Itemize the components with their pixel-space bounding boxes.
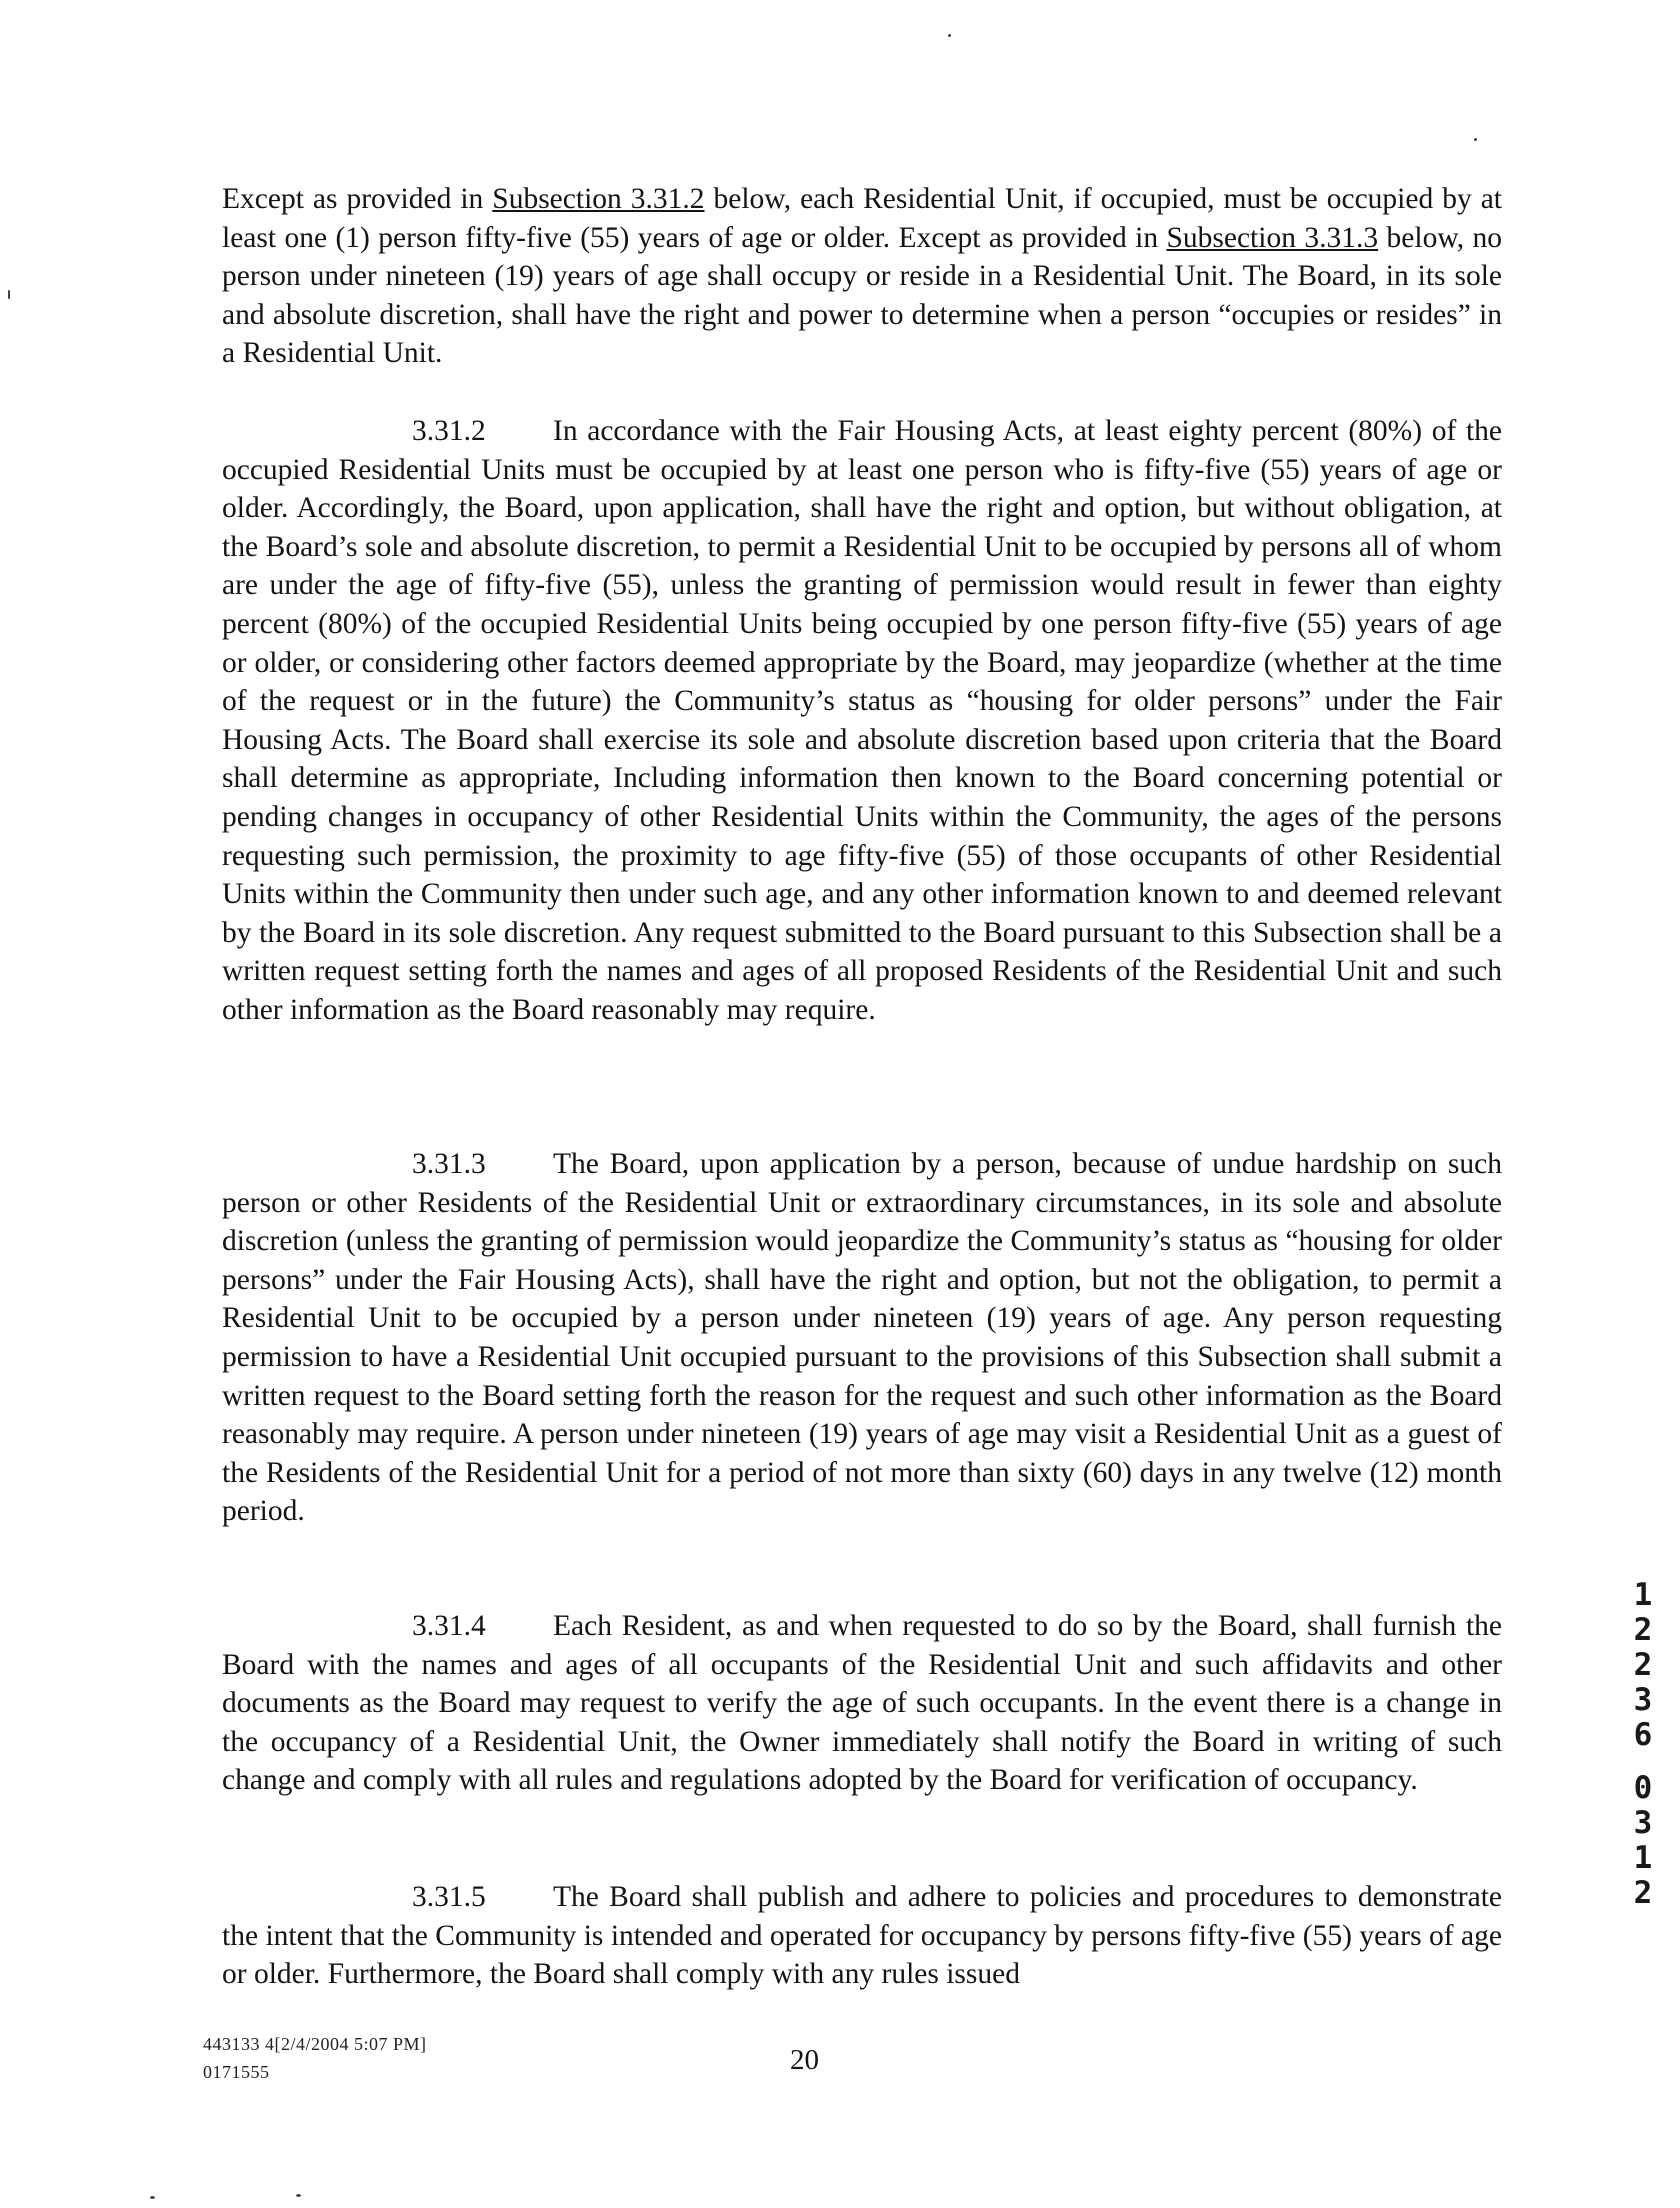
stamp-gap [1628,1753,1658,1771]
footer-code: 0171555 [203,2062,270,2082]
stamp-digit: 1 [1633,1577,1653,1613]
section-number: 3.31.5 [412,1881,486,1913]
stamp-digit: 2 [1633,1612,1653,1648]
stamp-digit: 0 [1633,1770,1653,1806]
page-number: 20 [790,2044,819,2076]
intro-text-3: below, no person under nineteen (19) years of age shall occupy or reside in a Residential Unit. The Board, in its sole and absolute discretion, shall have the right and power to determine when a person “occupies or resides” in a Residential Unit. [222,221,1503,370]
stamp-digit: 3 [1633,1682,1653,1718]
stamp-digit: 2 [1633,1875,1653,1911]
recording-stamp [1628,1578,1658,1911]
intro-text-1: Except as provided in [222,183,493,215]
scan-speck [948,34,951,37]
stamp-digit: 2 [1633,1647,1653,1683]
section-3-31-2 [222,412,1502,1030]
stamp-digit: 6 [1633,1717,1653,1753]
stamp-digit: 3 [1633,1805,1653,1841]
section-text: The Board shall publish and adhere to policies and procedures to demonstrate the intent that the Community is intended and operated for occupancy by persons fifty-five (55) years of age or older. Furthermore, the Board shall comply with any rules issued [222,1881,1502,1991]
stamp-digit: 1 [1633,1840,1653,1876]
section-text: Each Resident, as and when requested to do so by the Board, shall furnish the Board with the names and ages of all occupants of the Residential Unit and such affidavits and other documents as the Board may request to verify the age of such occupants. In the event there is a change in the occupancy of a Residential Unit, the Owner immediately shall notify the Board in writing of such change and comply with all rules and regulations adopted by the Board for verification of occupancy. [222,1610,1502,1797]
footer-document-id: 443133 4[2/4/2004 5:07 PM] [203,2034,427,2054]
section-number: 3.31.2 [412,415,486,447]
section-text: In accordance with the Fair Housing Acts, at least eighty percent (80%) of the occupied Residential Units must be occupied by at least one person who is fifty-five (55) years of age or older. Accordingly, the Board, upon application, shall have the right and option, but without obligation, at the Board’s sole and absolute discretion, to permit a Residential Unit to be occupied by persons all of whom are under the age of fifty-five (55), unless the granting of permission would result in fewer than eighty percent (80%) of the occupied Residential Units being occupied by one person fifty-five (55) years of age or older, or considering other factors deemed appropriate by the Board, may jeopardize (whether at the time of the request or in the future) the Community’s status as “housing for older persons” under the Fair Housing Acts. The Board shall exercise its sole and absolute discretion based upon criteria that the Board shall determine as appropriate, Including information then known to the Board concerning potential or pending changes in occupancy of other Residential Units within the Community, the ages of the persons requesting such permission, the proximity to age fifty-five (55) of those occupants of other Residential Units within the Community then under such age, and any other information known to and deemed relevant by the Board in its sole discretion. Any request submitted to the Board pursuant to this Subsection shall be a written request setting forth the names and ages of all proposed Residents of the Residential Unit and such other information as the Board reasonably may require. [222,415,1502,1026]
scan-speck [8,290,10,299]
intro-paragraph [222,180,1502,373]
section-number: 3.31.4 [412,1610,486,1642]
section-3-31-5 [222,1878,1502,1994]
scan-speck [150,2196,155,2199]
section-number: 3.31.3 [412,1148,486,1180]
subsection-reference-3-31-3: Subsection 3.31.3 [1166,221,1379,254]
scan-speck [296,2194,301,2197]
section-text: The Board, upon application by a person, because of undue hardship on such person or other Residents of the Residential Unit or extraordinary circumstances, in its sole and absolute discretion (unless the granting of permission would jeopardize the Community’s status as “housing for older persons” under the Fair Housing Acts), shall have the right and option, but not the obligation, to permit a Residential Unit to be occupied by a person under nineteen (19) years of age. Any person requesting permission to have a Residential Unit occupied pursuant to the provisions of this Subsection shall submit a written request to the Board setting forth the reason for the request and such other information as the Board reasonably may require. A person under nineteen (19) years of age may visit a Residential Unit as a guest of the Residents of the Residential Unit for a period of not more than sixty (60) days in any twelve (12) month period. [222,1148,1502,1528]
section-3-31-3 [222,1145,1502,1531]
intro-text-2: below, each Residential Unit, if occupied, must be occupied by at least one (1) person fifty-five (55) years of age or older. Except as provided in [222,183,1502,254]
scan-speck [1474,138,1477,141]
section-3-31-4 [222,1607,1502,1800]
subsection-reference-3-31-2: Subsection 3.31.2 [492,183,705,215]
